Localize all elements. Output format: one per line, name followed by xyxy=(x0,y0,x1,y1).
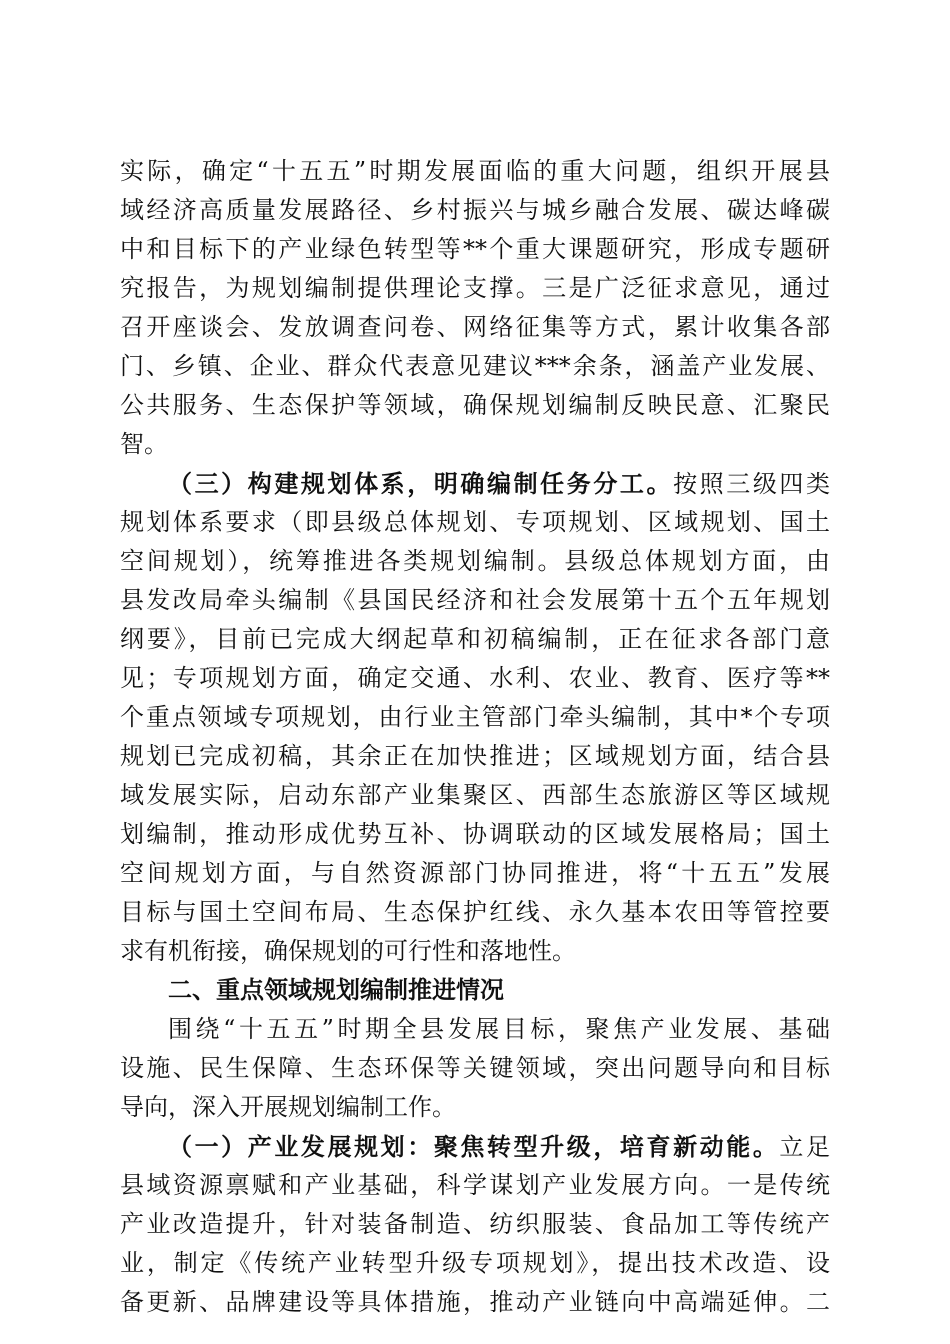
text-line: 见；专项规划方面，确定交通、水利、农业、教育、医疗等** xyxy=(120,664,830,692)
text-line: 规划体系要求（即县级总体规划、专项规划、区域规划、国土 xyxy=(120,508,830,536)
text-line: 划编制，推动形成优势互补、协调联动的区域发展格局；国土 xyxy=(120,820,830,848)
text-line: 围绕“十五五”时期全县发展目标，聚焦产业发展、基础 xyxy=(168,1015,830,1043)
text-run: 按照三级四类 xyxy=(673,470,831,498)
text-line: 个重点领域专项规划，由行业主管部门牵头编制，其中*个专项 xyxy=(120,703,830,731)
text-line: 规划已完成初稿，其余正在加快推进；区域规划方面，结合县 xyxy=(120,742,830,770)
paragraph-3 xyxy=(120,1010,830,1127)
text-line: 县域资源禀赋和产业基础，科学谋划产业发展方向。一是传统 xyxy=(120,1171,830,1199)
paragraph-4 xyxy=(120,1127,830,1322)
text-line: 求有机衔接，确保规划的可行性和落地性。 xyxy=(120,937,576,965)
text-line: 召开座谈会、发放调查问卷、网络征集等方式，累计收集各部 xyxy=(120,313,830,341)
document-page xyxy=(120,152,830,1322)
text-line: 究报告，为规划编制提供理论支撑。三是广泛征求意见，通过 xyxy=(120,274,830,302)
section-heading: 二、重点领域规划编制推进情况 xyxy=(168,976,504,1004)
text-line: 公共服务、生态保护等领域，确保规划编制反映民意、汇聚民 xyxy=(120,391,830,419)
text-line: 导向，深入开展规划编制工作。 xyxy=(120,1093,456,1121)
text-line: 智。 xyxy=(120,430,168,458)
text-line: 产业改造提升，针对装备制造、纺织服装、食品加工等传统产 xyxy=(120,1210,830,1238)
text-line: 空间规划），统筹推进各类规划编制。县级总体规划方面，由 xyxy=(120,547,830,575)
text-line: 域发展实际，启动东部产业集聚区、西部生态旅游区等区域规 xyxy=(120,781,830,809)
text-line: 设施、民生保障、生态环保等关键领域，突出问题导向和目标 xyxy=(120,1054,830,1082)
text-line: 县发改局牵头编制《县国民经济和社会发展第十五个五年规划 xyxy=(120,586,830,614)
text-line: 目标与国土空间布局、生态保护红线、永久基本农田等管控要 xyxy=(120,898,830,926)
text-line: 纲要》，目前已完成大纲起草和初稿编制，正在征求各部门意 xyxy=(120,625,830,653)
text-line: 中和目标下的产业绿色转型等**个重大课题研究，形成专题研 xyxy=(120,235,830,263)
text-line: 备更新、品牌建设等具体措施，推动产业链向中高端延伸。二 xyxy=(120,1288,830,1316)
text-line: 空间规划方面，与自然资源部门协同推进，将“十五五”发展 xyxy=(120,859,830,887)
text-line xyxy=(120,464,830,503)
text-line: 域经济高质量发展路径、乡村振兴与城乡融合发展、碳达峰碳 xyxy=(120,196,830,224)
paragraph-1 xyxy=(120,152,830,464)
text-line: 业，制定《传统产业转型升级专项规划》，提出技术改造、设 xyxy=(120,1249,830,1277)
text-line: 实际，确定“十五五”时期发展面临的重大问题，组织开展县 xyxy=(120,157,830,185)
subsection-lead: （三）构建规划体系，明确编制任务分工。 xyxy=(168,469,674,498)
text-run: 立足 xyxy=(779,1133,831,1161)
text-line xyxy=(120,1127,830,1166)
subsection-lead: （一）产业发展规划：聚焦转型升级，培育新动能。 xyxy=(168,1132,780,1161)
text-line: 门、乡镇、企业、群众代表意见建议***余条，涵盖产业发展、 xyxy=(120,352,830,380)
paragraph-2 xyxy=(120,464,830,971)
